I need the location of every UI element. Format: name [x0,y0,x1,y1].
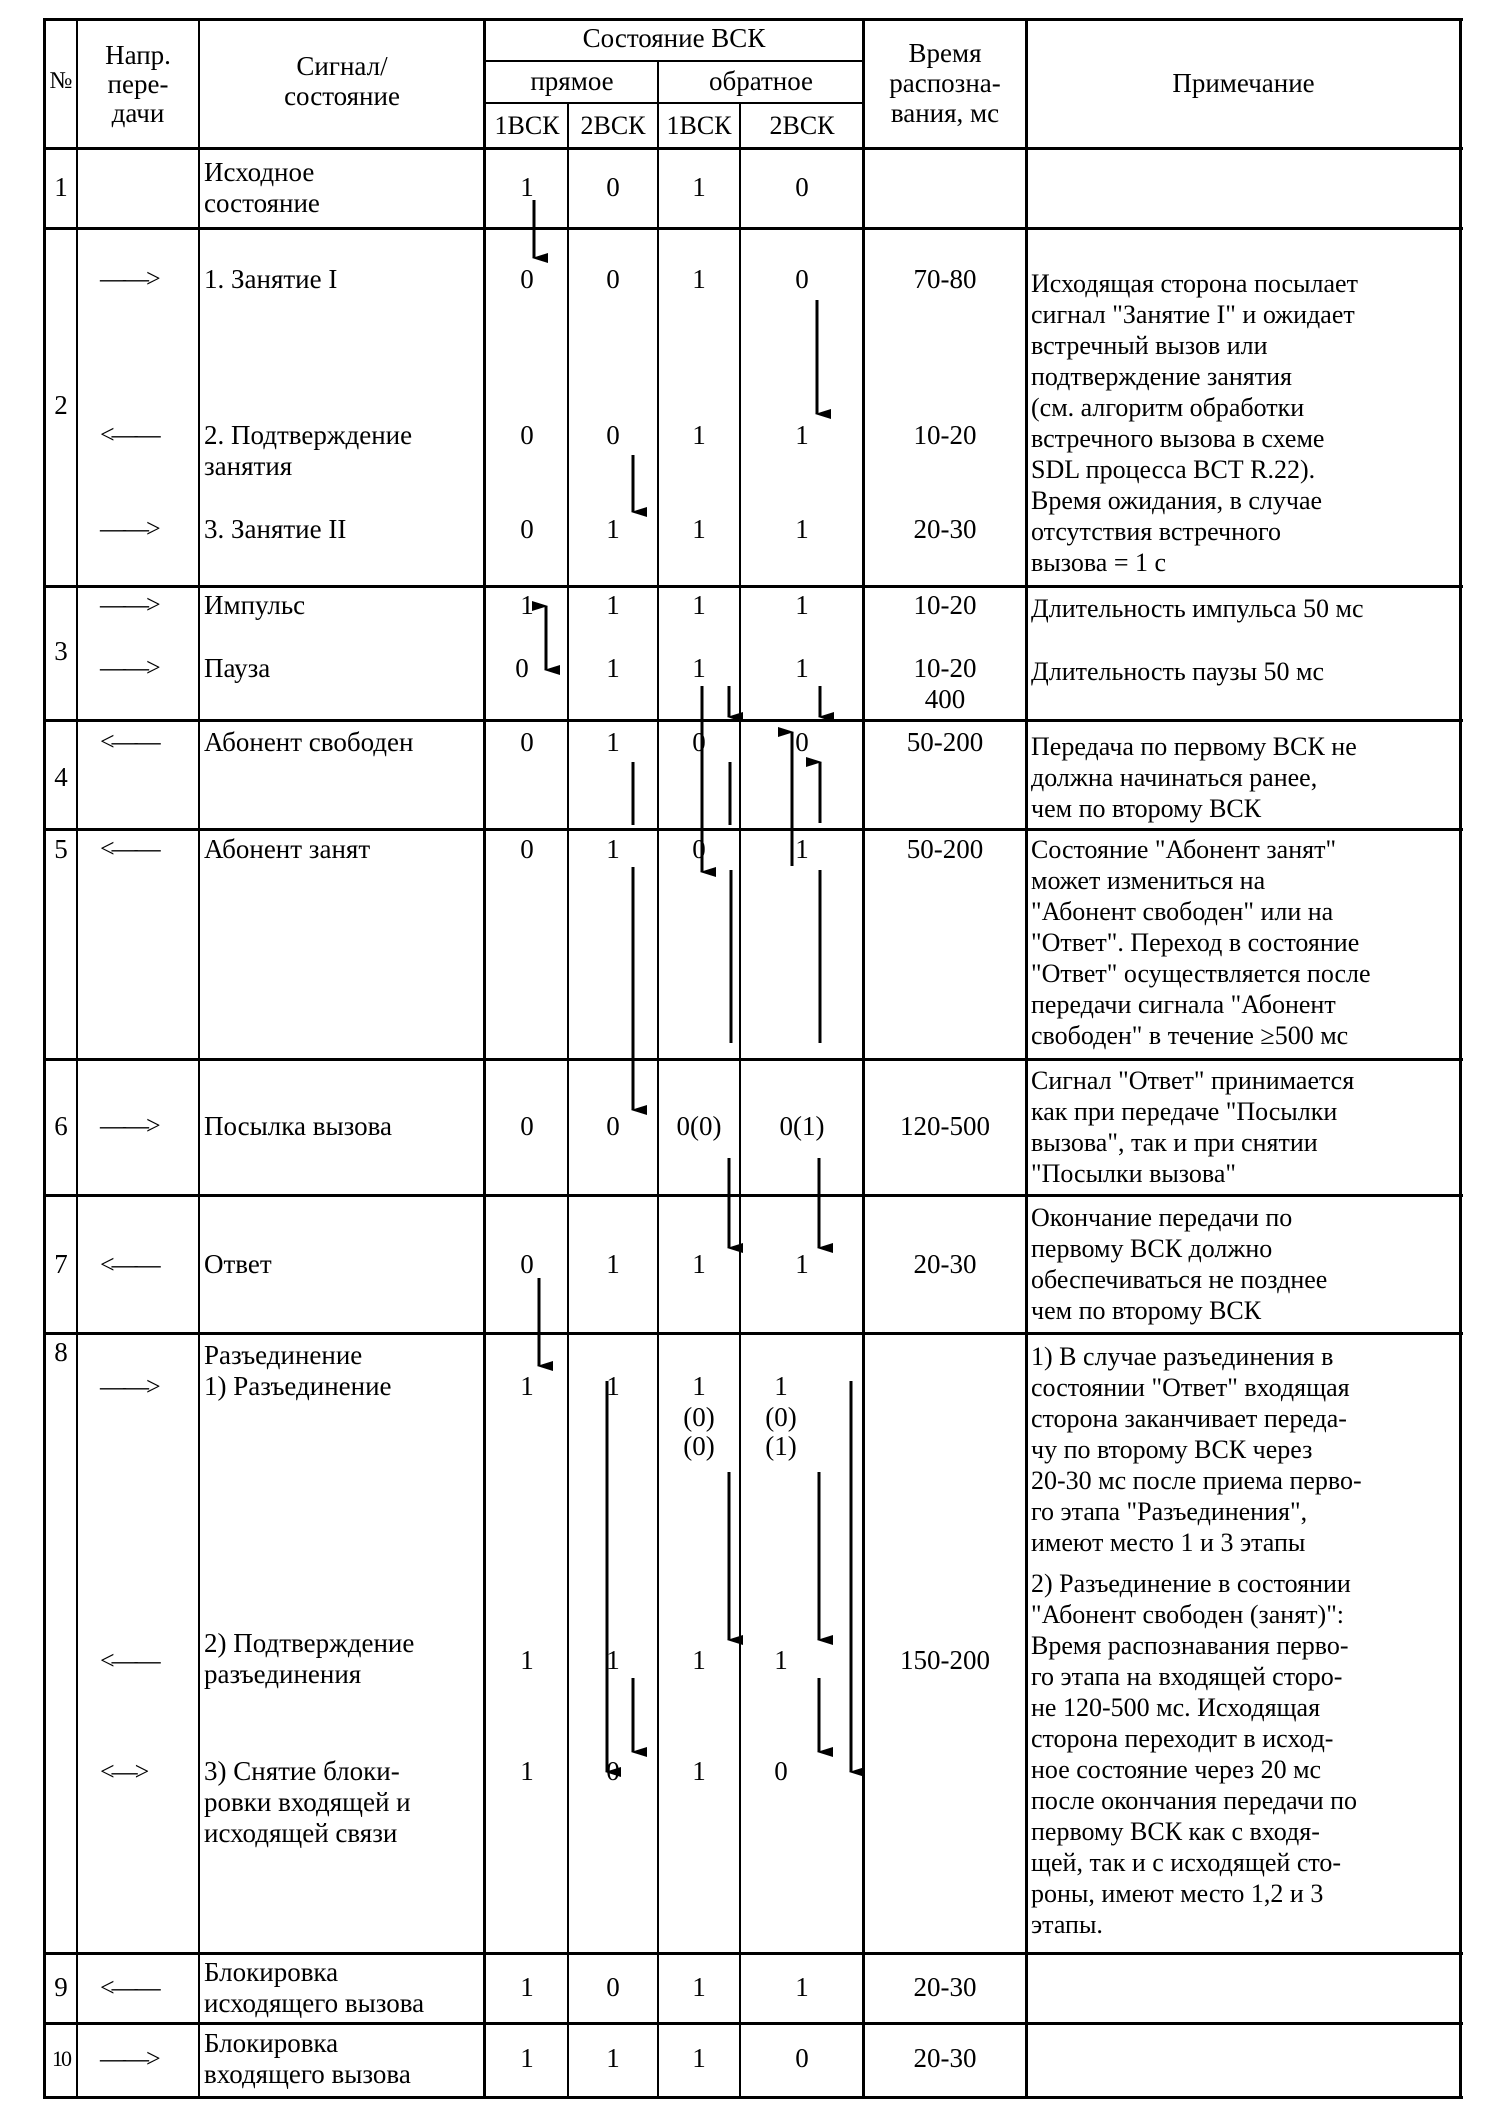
header-time-2: распозна- [889,68,1001,98]
recognition-time: 10-20 [913,653,977,683]
direction-right-arrow: ——> [100,1372,158,1401]
header-note: Примечание [1172,68,1315,98]
row-num: 2 [54,390,68,420]
vsk-value: 1 [606,2043,620,2073]
direction-both-arrow: <—> [100,1757,147,1786]
direction-left-arrow: <—— [100,834,158,863]
vsk-value: 1 [692,2043,706,2073]
vsk-value: 0 [520,834,534,864]
header-direction-2: пере- [107,69,169,99]
vsk-value: 1 [692,1371,706,1401]
direction-right-arrow: ——> [100,590,158,619]
vsk-value: 1 [606,653,620,683]
header-sub-4: 2ВСК [769,111,835,140]
vsk-value: 1 [606,1249,620,1279]
vsk-value: 0 [795,727,809,757]
row-note: Состояние "Абонент занят" может измениться на "Абонент свободен" или на "Ответ". Переход в состояние "Ответ" осуществляется после передачи сигнала "Абонент свободен" в течение ≥500 мс [1031,835,1371,1050]
row-note: Длительность паузы 50 мс [1031,657,1325,686]
recognition-time: 120-500 [900,1111,990,1141]
header-backward: обратное [708,66,814,96]
header-signal-2: состояние [284,81,400,111]
vsk-value: 0 [520,1249,534,1279]
direction-right-arrow: ——> [100,2044,158,2073]
header-direction-3: дачи [111,98,165,128]
vsk-value: 0(0) [676,1111,722,1141]
direction-right-arrow: ——> [100,653,158,682]
vsk-value: 0 [606,1111,620,1141]
vsk-value: 0 [795,2043,809,2073]
vsk-value: 0 [774,1756,788,1786]
vsk-value: 1 [692,514,706,544]
signal-label: разъединения [204,1659,362,1689]
signal-label: Пауза [204,653,271,683]
signal-label: Исходное [204,157,315,187]
recognition-time: 20-30 [913,2043,977,2073]
vsk-value: 1 [520,172,534,202]
vsk-value: 1 [795,834,809,864]
row-num: 4 [54,762,68,792]
signal-label: ровки входящей и [204,1787,411,1817]
signal-label: входящего вызова [204,2059,411,2089]
signal-label: Посылка вызова [204,1111,392,1141]
recognition-time: 150-200 [900,1645,990,1675]
row-num: 9 [54,1972,68,2002]
signal-label: 1) Разъединение [204,1371,392,1401]
row-note: Длительность импульса 50 мс [1031,594,1364,623]
signal-label: 1. Занятие I [204,264,338,294]
vsk-value: 1 [520,1756,534,1786]
row-note: 1) В случае разъединения в состоянии "Ответ" входящая сторона заканчивает переда- чу по второму ВСК через 20-30 мс после приема перво- го этапа "Разъединения", имеют место 1 и 3 этапы [1031,1342,1362,1557]
vsk-value: 0 [606,264,620,294]
recognition-time: 10-20 [913,420,977,450]
vsk-value: 1 [795,420,809,450]
vsk-value: 0 [520,514,534,544]
signal-label: 3) Снятие блоки- [204,1756,400,1786]
recognition-time: 50-200 [906,834,984,864]
header-direction-1: Напр. [105,40,171,70]
vsk-value: 1 [520,2043,534,2073]
vsk-value: 0 [515,653,529,683]
row-num: 1 [54,172,68,202]
recognition-time: 20-30 [913,514,977,544]
vsk-value: 1 [774,1371,788,1401]
direction-right-arrow: ——> [100,264,158,293]
vsk-value: 1 [606,1371,620,1401]
vsk-value: 1 [795,514,809,544]
vsk-value: 1 [795,590,809,620]
vsk-value: 1 [692,1756,706,1786]
vsk-value: 0 [606,420,620,450]
signal-label: состояние [204,188,320,218]
recognition-time: 70-80 [913,264,977,294]
direction-left-arrow: <—— [100,420,158,449]
vsk-value: 1 [692,653,706,683]
vsk-value: 0 [692,834,706,864]
vsk-value: 1 [606,590,620,620]
signal-label: 2. Подтверждение [204,420,413,450]
header-sub-1: 1ВСК [494,111,560,140]
row-num: 10 [52,2046,70,2071]
recognition-time: 50-200 [906,727,984,757]
vsk-value: 1 [520,590,534,620]
vsk-value: 0 [795,264,809,294]
header-forward: прямое [530,66,614,96]
vsk-value: 1 [606,1645,620,1675]
vsk-value: 1 [692,1645,706,1675]
vsk-value: 1 [606,514,620,544]
vsk-value: 1 [692,172,706,202]
vsk-value: 0 [520,264,534,294]
signal-label: 3. Занятие II [204,514,347,544]
direction-left-arrow: <—— [100,1973,158,2002]
vsk-value: 1 [692,590,706,620]
vsk-value: 0 [520,1111,534,1141]
vsk-value: 0 [520,420,534,450]
row-num: 7 [54,1249,68,1279]
vsk-value: 1 [692,420,706,450]
direction-right-arrow: ——> [100,1111,158,1140]
signal-label: 2) Подтверждение [204,1628,415,1658]
signal-label: Ответ [204,1249,272,1279]
header-vsk-state: Состояние ВСК [582,23,766,53]
signal-label: занятия [204,451,293,481]
vsk-value: 1 [795,1972,809,2002]
vsk-value: 1 [692,264,706,294]
vsk-alt-value: (0) [683,1431,715,1461]
direction-right-arrow: ——> [100,514,158,543]
signal-label: исходящего вызова [204,1988,425,2018]
vsk-value: 1 [606,834,620,864]
vsk-value: 1 [795,653,809,683]
vsk-value: 0 [606,1756,620,1786]
vsk-value: 1 [520,1645,534,1675]
vsk-value: 0 [692,727,706,757]
direction-left-arrow: <—— [100,1250,158,1279]
vsk-value: 1 [774,1645,788,1675]
signal-label: Блокировка [204,2028,339,2058]
vsk-value: 1 [520,1972,534,2002]
vsk-value: 1 [795,1249,809,1279]
row-num: 5 [54,834,68,864]
recognition-time: 20-30 [913,1972,977,2002]
vsk-value: 0 [606,172,620,202]
vsk-value: 1 [692,1972,706,2002]
row-note: Окончание передачи по первому ВСК должно обеспечиваться не позднее чем по второму ВСК [1031,1203,1328,1325]
vsk-alt-value: (1) [765,1431,797,1461]
direction-left-arrow: <—— [100,727,158,756]
signal-label: Абонент свободен [204,727,414,757]
row-note: 2) Разъединение в состоянии "Абонент свободен (занят)": Время распознавания перво- го этапа на входящей сторо- не 120-500 мс. Исходящая сторона переходит в исход- ное состояние через 20 мс после окончания передачи по первому ВСК как с входя- щей, так и с исходящей сто- роны, имеют место 1,2 и 3 этапы. [1031,1569,1358,1939]
vsk-value: 0 [795,172,809,202]
row-note: Исходящая сторона посылает сигнал "Занятие I" и ожидает встречный вызов или подтверждение занятия (см. алгоритм обработки встречного вызова в схеме SDL процесса ВСТ R.22). Время ожидания, в случае отсутствия встречного вызова = 1 с [1031,269,1358,577]
recognition-time: 10-20 [913,590,977,620]
vsk-value: 0 [606,1972,620,2002]
vsk-alt-value: (0) [683,1402,715,1432]
header-sub-2: 2ВСК [580,111,646,140]
vsk-value: 1 [520,1371,534,1401]
signal-label: Импульс [204,590,306,620]
header-num: № [49,68,73,94]
header-signal-1: Сигнал/ [296,51,388,81]
signal-label: исходящей связи [204,1818,398,1848]
signal-label: Блокировка [204,1957,339,1987]
vsk-value: 1 [692,1249,706,1279]
row-note: Передача по первому ВСК не должна начинаться ранее, чем по второму ВСК [1031,732,1357,823]
header-sub-3: 1ВСК [666,111,732,140]
header-time-3: вания, мс [890,98,1000,128]
signal-label: Абонент занят [204,834,371,864]
row-note: Сигнал "Ответ" принимается как при передаче "Посылки вызова", так и при снятии "Посылки вызова" [1031,1066,1355,1188]
vsk-value: 1 [606,727,620,757]
vsk-alt-value: (0) [765,1402,797,1432]
recognition-time: 20-30 [913,1249,977,1279]
direction-left-arrow: <—— [100,1646,158,1675]
header-time-1: Время [908,38,982,68]
vsk-value: 0 [520,727,534,757]
signal-title: Разъединение [204,1340,363,1370]
vsk-value: 0(1) [779,1111,825,1141]
row-num: 3 [54,636,68,666]
recognition-time-extra: 400 [924,684,966,714]
row-num: 8 [54,1337,68,1367]
row-num: 6 [54,1111,68,1141]
